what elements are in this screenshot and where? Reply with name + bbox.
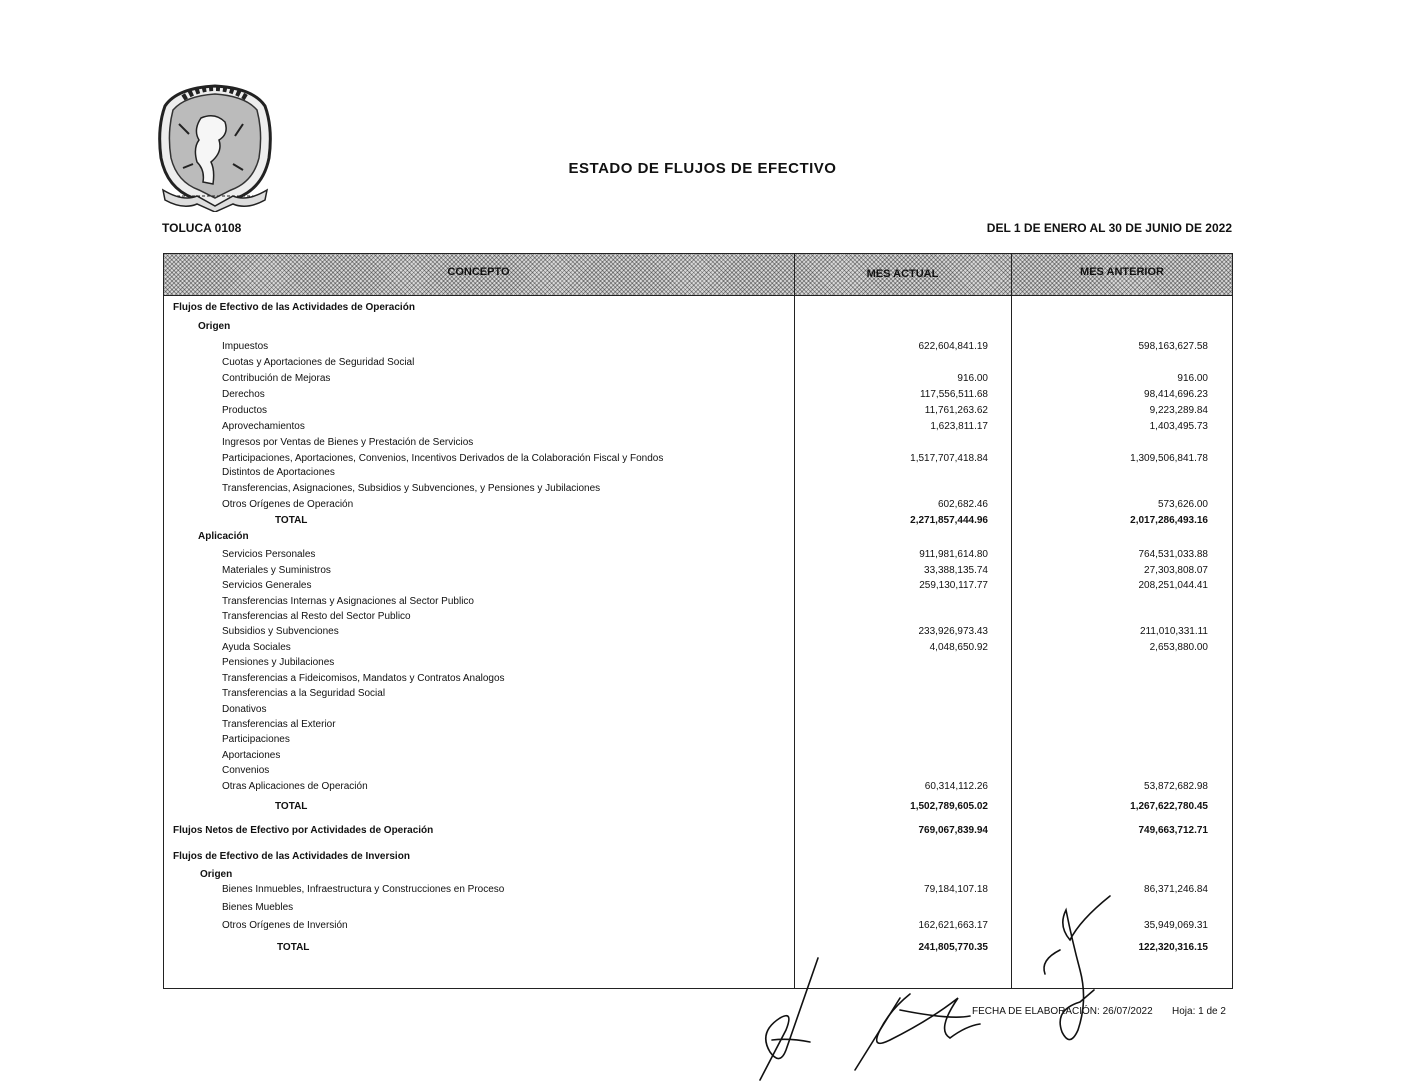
table-row: Contribución de Mejoras — [222, 373, 331, 384]
value-previous: 1,309,506,841.78 — [1130, 453, 1208, 464]
section-operating-title: Flujos de Efectivo de las Actividades de Operación — [173, 302, 415, 313]
handwritten-signatures — [740, 890, 1220, 1085]
table-row: Servicios Generales — [222, 580, 312, 591]
value-current: 11,761,263.62 — [924, 405, 988, 416]
header-previous-month: MES ANTERIOR — [1080, 266, 1164, 278]
table-row: Impuestos — [222, 341, 269, 352]
value-current: 916.00 — [957, 373, 988, 384]
table-row: Bienes Inmuebles, Infraestructura y Construcciones en Proceso — [222, 884, 505, 895]
operating-origin-label: Origen — [198, 321, 231, 332]
table-row: Otras Aplicaciones de Operación — [222, 781, 368, 792]
value-previous: 9,223,289.84 — [1149, 405, 1208, 416]
value-current: 117,556,511.68 — [919, 389, 988, 400]
table-row: Transferencias, Asignaciones, Subsidios y Subvenciones, y Pensiones y Jubilaciones — [222, 483, 601, 494]
table-row-continuation: Distintos de Aportaciones — [222, 467, 335, 478]
table-row: Ingresos por Ventas de Bienes y Prestación de Servicios — [222, 437, 474, 448]
value-current: 162,621,663.17 — [918, 920, 988, 931]
total-previous: 122,320,316.15 — [1138, 942, 1208, 953]
table-row: Donativos — [222, 704, 267, 715]
table-row: Transferencias a Fideicomisos, Mandatos y Contratos Analogos — [222, 673, 505, 684]
value-current: 4,048,650.92 — [929, 642, 988, 653]
section-investing-title: Flujos de Efectivo de las Actividades de Inversion — [173, 851, 410, 862]
table-row: Aprovechamientos — [222, 421, 305, 432]
table-row: Otros Orígenes de Operación — [222, 499, 354, 510]
value-current: 33,388,135.74 — [924, 565, 988, 576]
header-current-month: MES ACTUAL — [866, 268, 939, 280]
footer-date: FECHA DE ELABORACIÓN: 26/07/2022 — [972, 1006, 1153, 1017]
value-previous: 53,872,682.98 — [1144, 781, 1208, 792]
value-previous: 208,251,044.41 — [1138, 580, 1208, 591]
total-current: 241,805,770.35 — [918, 942, 988, 953]
table-row: Transferencias al Resto del Sector Publico — [222, 611, 411, 622]
value-current: 60,314,112.26 — [924, 781, 988, 792]
investing-origin-label: Origen — [200, 869, 233, 880]
column-divider — [1011, 253, 1012, 989]
table-row: Convenios — [222, 765, 270, 776]
table-row: Otros Orígenes de Inversión — [222, 920, 348, 931]
table-row: Participaciones, Aportaciones, Convenios, Incentivos Derivados de la Colaboración Fiscal y Fondos — [222, 453, 664, 464]
table-row: Productos — [222, 405, 268, 416]
value-current: 622,604,841.19 — [918, 341, 988, 352]
table-row: Subsidios y Subvenciones — [222, 626, 339, 637]
value-current: 79,184,107.18 — [924, 884, 988, 895]
value-previous: 598,163,627.58 — [1138, 341, 1208, 352]
value-previous: 27,303,808.07 — [1144, 565, 1208, 576]
value-current: 1,623,811.17 — [930, 421, 988, 432]
total-label: TOTAL — [277, 942, 310, 953]
municipal-seal-icon — [153, 78, 277, 212]
net-operating-current: 769,067,839.94 — [918, 825, 988, 836]
total-current: 2,271,857,444.96 — [910, 515, 988, 526]
table-row: Aportaciones — [222, 750, 281, 761]
table-row: Transferencias Internas y Asignaciones al Sector Publico — [222, 596, 474, 607]
total-label: TOTAL — [275, 515, 308, 526]
value-current: 602,682.46 — [937, 499, 988, 510]
value-previous: 35,949,069.31 — [1144, 920, 1208, 931]
table-row: Participaciones — [222, 734, 290, 745]
table-row: Servicios Personales — [222, 549, 316, 560]
table-row: Materiales y Suministros — [222, 565, 331, 576]
value-current: 1,517,707,418.84 — [910, 453, 988, 464]
table-row: Transferencias al Exterior — [222, 719, 336, 730]
total-previous: 2,017,286,493.16 — [1130, 515, 1208, 526]
document-title: ESTADO DE FLUJOS DE EFECTIVO — [568, 160, 837, 177]
value-previous: 1,403,495.73 — [1149, 421, 1208, 432]
table-row: Ayuda Sociales — [222, 642, 291, 653]
value-previous: 211,010,331.11 — [1139, 626, 1208, 637]
column-divider — [794, 253, 795, 989]
value-current: 911,981,614.80 — [919, 549, 988, 560]
value-previous: 86,371,246.84 — [1144, 884, 1208, 895]
net-operating-previous: 749,663,712.71 — [1138, 825, 1208, 836]
total-label: TOTAL — [275, 801, 308, 812]
table-row: Pensiones y Jubilaciones — [222, 657, 335, 668]
table-row: Derechos — [222, 389, 265, 400]
footer-page-number: Hoja: 1 de 2 — [1172, 1006, 1226, 1017]
value-current: 259,130,117.77 — [919, 580, 988, 591]
value-previous: 573,626.00 — [1157, 499, 1208, 510]
net-operating-label: Flujos Netos de Efectivo por Actividades de Operación — [173, 825, 434, 836]
value-previous: 2,653,880.00 — [1149, 642, 1208, 653]
total-current: 1,502,789,605.02 — [910, 801, 988, 812]
period-label: DEL 1 DE ENERO AL 30 DE JUNIO DE 2022 — [986, 221, 1232, 235]
table-row: Bienes Muebles — [222, 902, 294, 913]
table-row: Transferencias a la Seguridad Social — [222, 688, 386, 699]
value-current: 233,926,973.43 — [918, 626, 988, 637]
value-previous: 98,414,696.23 — [1144, 389, 1208, 400]
value-previous: 764,531,033.88 — [1138, 549, 1208, 560]
table-row: Cuotas y Aportaciones de Seguridad Social — [222, 357, 415, 368]
header-concept: CONCEPTO — [447, 266, 510, 278]
operating-application-label: Aplicación — [198, 531, 249, 542]
total-previous: 1,267,622,780.45 — [1130, 801, 1208, 812]
entity-label: TOLUCA 0108 — [162, 221, 242, 235]
value-previous: 916.00 — [1177, 373, 1208, 384]
